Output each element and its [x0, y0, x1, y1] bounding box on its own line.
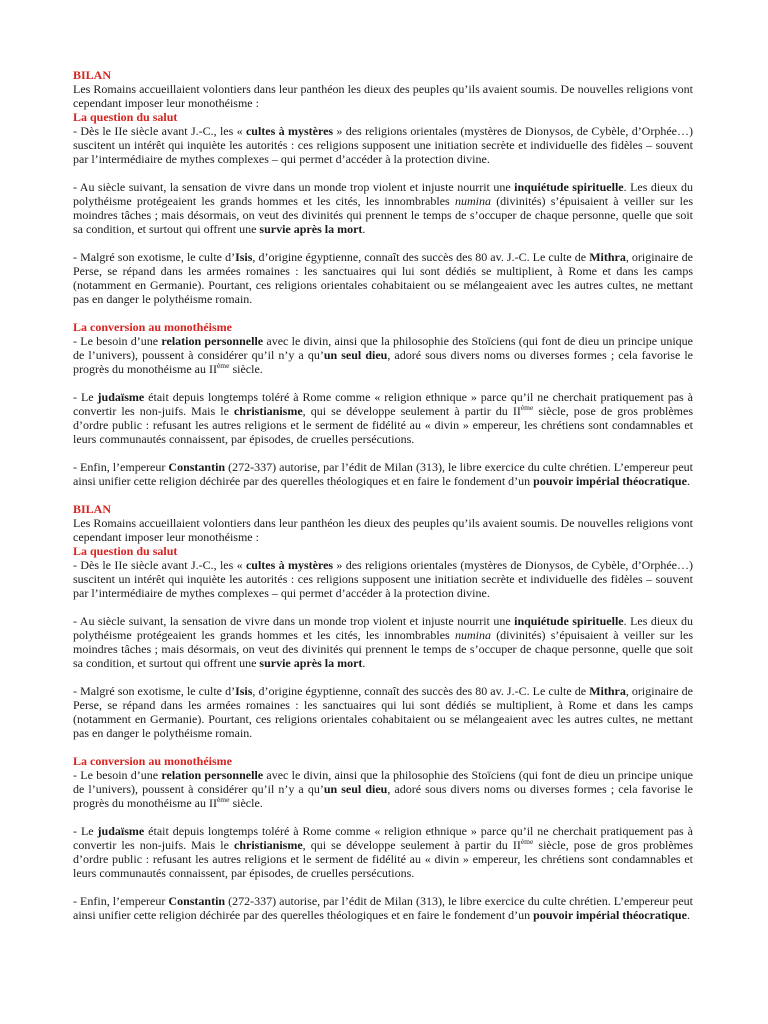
heading-text: La question du salut: [73, 110, 178, 124]
heading-text: BILAN: [73, 502, 112, 516]
text-run: siècle.: [229, 362, 263, 376]
key-term: pouvoir impérial théocratique: [533, 908, 687, 922]
key-term: Constantin: [168, 894, 226, 908]
text-run: avec le divin, ainsi que la philosophie des Stoïciens (qui font de dieu un principe unique de l’univers), poussent à considérer qu’il n’y a qu’: [73, 334, 694, 362]
text-run: (divinités) s’épuisaient à veiller sur les moindres tâches ; mais désormais, on veut des divinités qui prennent le temps de s’occuper de chaque personne, quelle que soit sa condition, et surtout qui offrent une: [73, 628, 693, 670]
heading-text: La conversion au monothéisme: [73, 754, 232, 768]
paragraph: [73, 614, 693, 670]
bilan-block: [73, 68, 693, 488]
key-term: Isis: [235, 684, 253, 698]
key-term: relation personnelle: [161, 334, 264, 348]
paragraph: [73, 124, 693, 166]
text-run: Les Romains accueillaient volontiers dans leur panthéon les dieux des peuples qu’ils avaient soumis. De nouvelles religions vont cependant imposer leur monothéisme :: [73, 82, 693, 110]
paragraph: [73, 768, 693, 810]
text-run: , d’origine égyptienne, connaît des succès des 80 av. J.-C. Le culte de: [252, 250, 590, 264]
text-run: - Le besoin d’une: [73, 768, 162, 782]
document-page: [73, 68, 693, 922]
key-term: un seul dieu: [323, 782, 388, 796]
paragraph: [73, 894, 693, 922]
text-run: (divinités) s’épuisaient à veiller sur les moindres tâches ; mais désormais, on veut des divinités qui prennent le temps de s’occuper de chaque personne, quelle que soit sa condition, et surtout qui offrent une: [73, 194, 693, 236]
text-run: , adoré sous divers noms ou diverses formes ; cela favorise le progrès du monothéisme au II: [73, 782, 694, 810]
superscript: ème: [216, 795, 230, 804]
text-run: avec le divin, ainsi que la philosophie des Stoïciens (qui font de dieu un principe unique de l’univers), poussent à considérer qu’il n’y a qu’: [73, 768, 694, 796]
paragraph: [73, 390, 693, 446]
text-run: Les Romains accueillaient volontiers dans leur panthéon les dieux des peuples qu’ils avaient soumis. De nouvelles religions vont cependant imposer leur monothéisme :: [73, 516, 693, 544]
text-run: .: [362, 222, 366, 236]
text-run: (272-337) autorise, par l’édit de Milan (313), le libre exercice du culte chrétien. L’empereur peut ainsi unifier cette religion déchirée par des querelles théologiques et en faire le fondement d’un: [73, 460, 693, 488]
paragraph: [73, 684, 693, 740]
text-run: . Les dieux du polythéisme protégeaient les grands hommes et les cités, les innombrables: [73, 180, 693, 208]
key-term: christianisme: [234, 404, 303, 418]
text-run: , qui se développe seulement à partir du II: [302, 404, 521, 418]
superscript: ème: [520, 837, 534, 846]
text-run: (272-337) autorise, par l’édit de Milan (313), le libre exercice du culte chrétien. L’empereur peut ainsi unifier cette religion déchirée par des querelles théologiques et en faire le fondement d’un: [73, 894, 693, 922]
bilan-title: [73, 68, 693, 82]
text-run: .: [686, 474, 690, 488]
key-term: Isis: [235, 250, 253, 264]
text-run: siècle, pose de gros problèmes d’ordre public : refusant les autres religions et le serment de fidélité au « divin » empereur, les chrétiens sont condamnables et leurs communautés connaissent, par épisodes, de cruelles persécutions.: [73, 838, 693, 880]
text-run: .: [362, 656, 366, 670]
text-run: - Malgré son exotisme, le culte d’: [73, 684, 236, 698]
key-term: Constantin: [168, 460, 226, 474]
text-run: - Enfin, l’empereur: [73, 460, 169, 474]
key-term: survie après la mort: [259, 222, 363, 236]
paragraph: [73, 334, 693, 376]
text-run: - Le besoin d’une: [73, 334, 162, 348]
superscript: ème: [216, 361, 230, 370]
text-run: - Enfin, l’empereur: [73, 894, 169, 908]
subsection-title: [73, 754, 693, 768]
bilan-block-repeat: [73, 502, 693, 922]
text-run: siècle, pose de gros problèmes d’ordre public : refusant les autres religions et le serment de fidélité au « divin » empereur, les chrétiens sont condamnables et leurs communautés connaissent, par épisodes, de cruelles persécutions.: [73, 404, 693, 446]
text-run: , originaire de Perse, se répand dans les armées romaines : les sanctuaires qui lui sont dédiés se multiplient, à Rome et dans les camps (notamment en Germanie). Pourtant, ces religions orientales cohabitaient ou se mélangeaient avec les autres cultes, ne mettant pas en danger le polythéisme romain.: [73, 250, 693, 306]
paragraph: [73, 460, 693, 488]
text-run: .: [686, 908, 690, 922]
text-run: » des religions orientales (mystères de Dionysos, de Cybèle, d’Orphée…) suscitent un intérêt qui inquiète les autorités : ces religions supposent une initiation secrète et individuelle des fidèles – souvent par l’intermédiaire de mythes complexes – qui permet d’accéder à la protection divine.: [73, 558, 693, 600]
key-term: christianisme: [234, 838, 303, 852]
text-run: - Malgré son exotisme, le culte d’: [73, 250, 236, 264]
key-term: survie après la mort: [259, 656, 363, 670]
subsection-title: [73, 544, 693, 558]
key-term: cultes à mystères: [245, 558, 334, 572]
key-term: judaïsme: [97, 390, 145, 404]
superscript: ème: [520, 403, 534, 412]
text-run: - Le: [73, 390, 98, 404]
text-run: - Au siècle suivant, la sensation de vivre dans un monde trop violent et injuste nourrit une: [73, 180, 515, 194]
key-term: un seul dieu: [323, 348, 388, 362]
paragraph: [73, 250, 693, 306]
text-run: - Le: [73, 824, 98, 838]
text-run: - Dès le IIe siècle avant J.-C., les «: [73, 124, 246, 138]
text-run: » des religions orientales (mystères de Dionysos, de Cybèle, d’Orphée…) suscitent un intérêt qui inquiète les autorités : ces religions supposent une initiation secrète et individuelle des fidèles – souvent par l’intermédiaire de mythes complexes – qui permet d’accéder à la protection divine.: [73, 124, 693, 166]
key-term: pouvoir impérial théocratique: [533, 474, 687, 488]
key-term: judaïsme: [97, 824, 145, 838]
text-run: , d’origine égyptienne, connaît des succès des 80 av. J.-C. Le culte de: [252, 684, 590, 698]
text-run: - Dès le IIe siècle avant J.-C., les «: [73, 558, 246, 572]
key-term: inquiétude spirituelle: [514, 180, 624, 194]
bilan-title: [73, 502, 693, 516]
heading-text: BILAN: [73, 68, 112, 82]
text-run: siècle.: [229, 796, 263, 810]
text-run: , adoré sous divers noms ou diverses formes ; cela favorise le progrès du monothéisme au II: [73, 348, 694, 376]
paragraph: [73, 558, 693, 600]
key-term: relation personnelle: [161, 768, 264, 782]
paragraph: [73, 180, 693, 236]
text-run: , originaire de Perse, se répand dans les armées romaines : les sanctuaires qui lui sont dédiés se multiplient, à Rome et dans les camps (notamment en Germanie). Pourtant, ces religions orientales cohabitaient ou se mélangeaient avec les autres cultes, ne mettant pas en danger le polythéisme romain.: [73, 684, 693, 740]
heading-text: La question du salut: [73, 544, 178, 558]
subsection-title: [73, 320, 693, 334]
text-run: était depuis longtemps toléré à Rome comme « religion ethnique » parce qu’il ne cherchait pratiquement pas à convertir les non-juifs. Mais le: [73, 824, 693, 852]
text-run: était depuis longtemps toléré à Rome comme « religion ethnique » parce qu’il ne cherchait pratiquement pas à convertir les non-juifs. Mais le: [73, 390, 693, 418]
subsection-title: [73, 110, 693, 124]
key-term: cultes à mystères: [245, 124, 334, 138]
heading-text: La conversion au monothéisme: [73, 320, 232, 334]
intro-paragraph: [73, 82, 693, 110]
italic-term: numina: [454, 628, 491, 642]
key-term: Mithra: [589, 684, 626, 698]
text-run: - Au siècle suivant, la sensation de vivre dans un monde trop violent et injuste nourrit une: [73, 614, 515, 628]
intro-paragraph: [73, 516, 693, 544]
key-term: Mithra: [589, 250, 626, 264]
text-run: . Les dieux du polythéisme protégeaient les grands hommes et les cités, les innombrables: [73, 614, 693, 642]
text-run: , qui se développe seulement à partir du II: [302, 838, 521, 852]
paragraph: [73, 824, 693, 880]
italic-term: numina: [454, 194, 491, 208]
key-term: inquiétude spirituelle: [514, 614, 624, 628]
